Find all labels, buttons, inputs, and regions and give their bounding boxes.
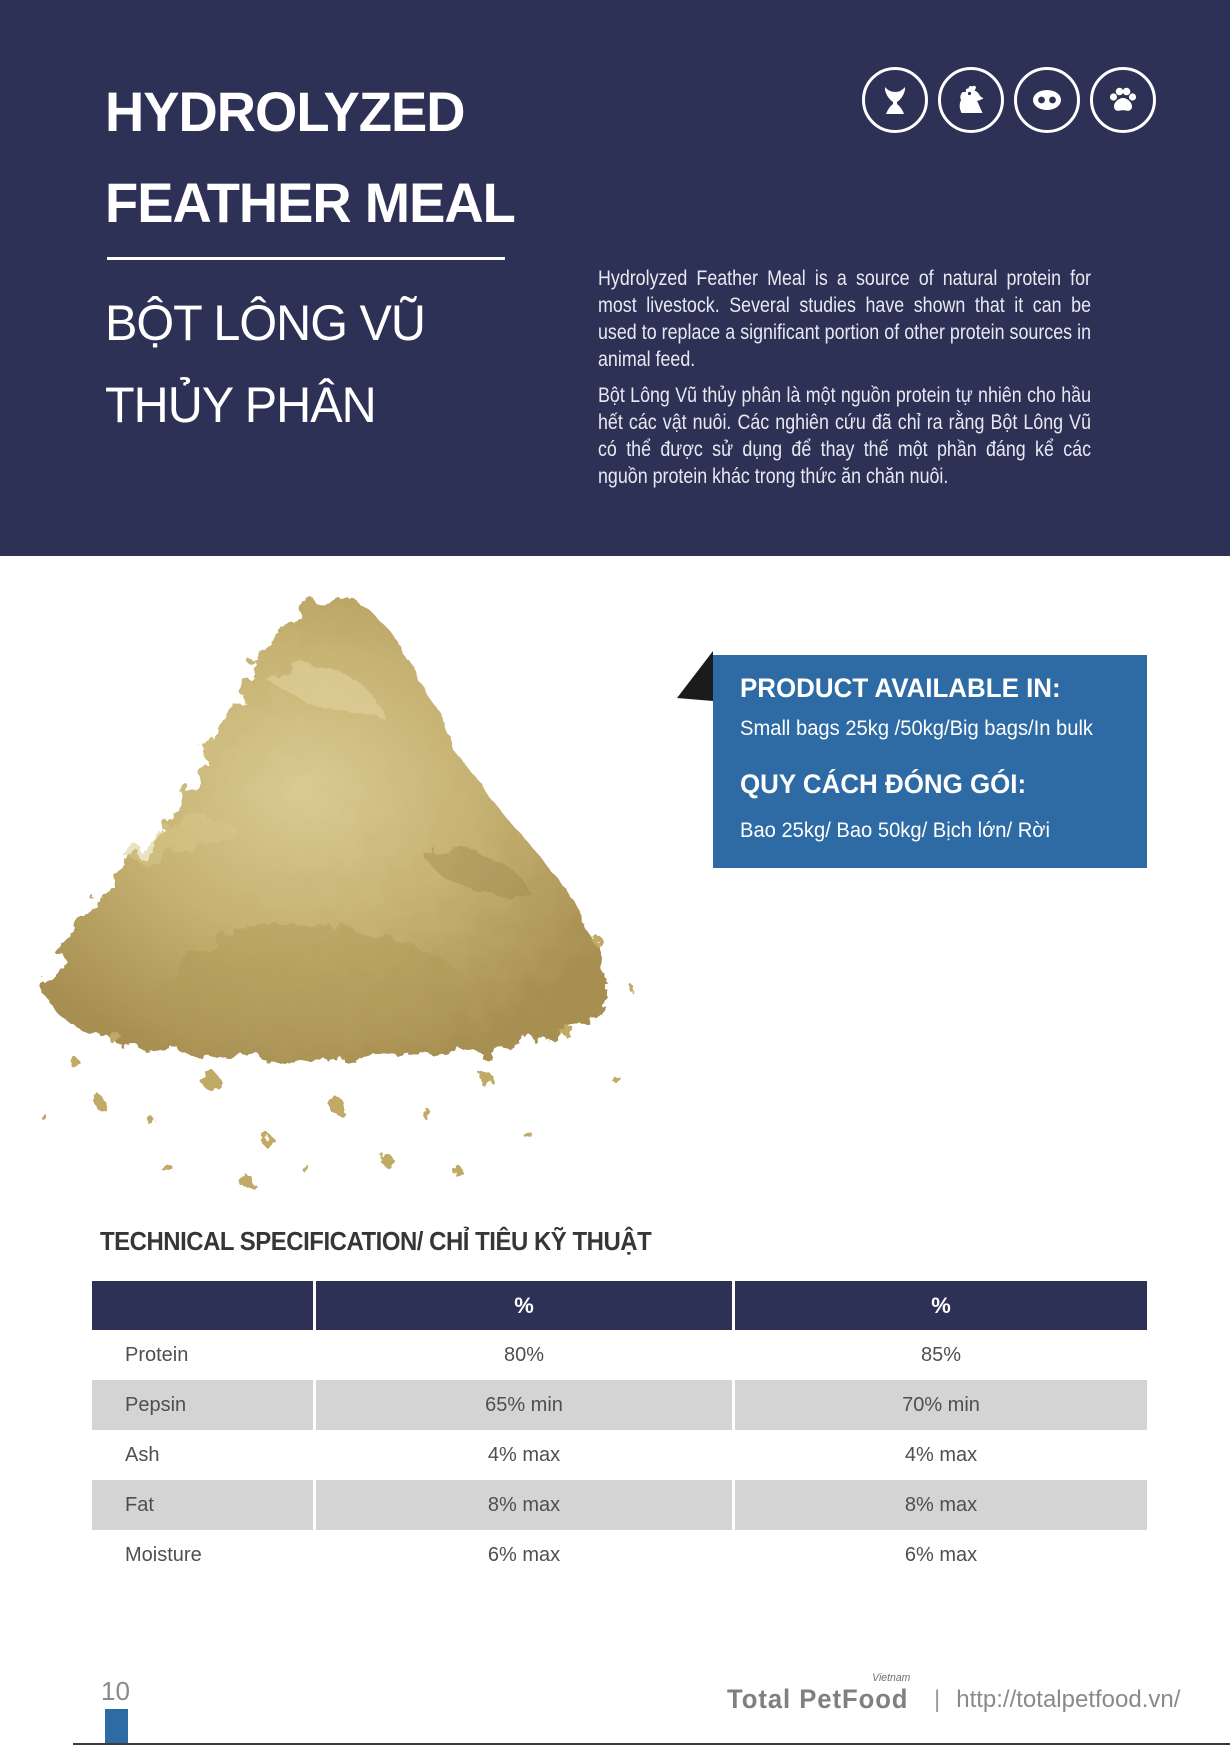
title-divider bbox=[107, 257, 505, 260]
rooster-icon bbox=[938, 67, 1004, 133]
row-value-1: 8% max bbox=[316, 1480, 732, 1530]
row-label: Pepsin bbox=[92, 1380, 313, 1430]
footer-brand-row bbox=[727, 1672, 1181, 1715]
footer-url-link[interactable]: http://totalpetfood.vn/ bbox=[956, 1685, 1181, 1713]
row-label: Ash bbox=[125, 1443, 160, 1466]
row-label: Fat bbox=[92, 1480, 313, 1530]
page-number: 10 bbox=[101, 1676, 130, 1706]
panel-fold-accent bbox=[677, 651, 713, 701]
brand-name: Total PetFood bbox=[727, 1684, 909, 1714]
footer-separator: | bbox=[933, 1685, 941, 1713]
product-title-vi-line2: THỦY PHÂN bbox=[105, 377, 376, 433]
spec-col-header-1: % bbox=[316, 1281, 732, 1330]
row-value-2: 70% min bbox=[735, 1380, 1147, 1430]
spec-col-header-blank bbox=[92, 1281, 313, 1330]
packaging-text-vi: Bao 25kg/ Bao 50kg/ Bịch lớn/ Rời bbox=[740, 819, 1050, 842]
brand-country-label: Vietnam bbox=[872, 1672, 911, 1684]
packaging-heading-en: PRODUCT AVAILABLE IN: bbox=[740, 673, 1061, 703]
row-value-2: 6% max bbox=[904, 1543, 978, 1566]
row-value-2: 4% max bbox=[904, 1443, 978, 1466]
product-title-en bbox=[105, 66, 515, 248]
spec-section-title: TECHNICAL SPECIFICATION/ CHỈ TIÊU KỸ THUẬT bbox=[100, 1226, 652, 1256]
packaging-text-en: Small bags 25kg /50kg/Big bags/In bulk bbox=[740, 717, 1094, 740]
brand-logo bbox=[727, 1672, 911, 1715]
spec-table bbox=[92, 1281, 1147, 1580]
product-title-vi bbox=[105, 282, 425, 446]
product-title-en-line2: FEATHER MEAL bbox=[105, 171, 515, 234]
row-value-1: 65% min bbox=[316, 1380, 732, 1430]
footer-rule bbox=[73, 1743, 1230, 1745]
row-value-1: 4% max bbox=[487, 1443, 561, 1466]
packaging-panel bbox=[713, 655, 1147, 868]
row-value-1: 6% max bbox=[487, 1543, 561, 1566]
product-description-vi: Bột Lông Vũ thủy phân là một nguồn protein tự nhiên cho hầu hết các vật nuôi. Các nghiên cứu đã chỉ ra rằng Bột Lông Vũ có thể được sử dụng để thay thế một phần đáng kể các nguồn protein khác trong thức ăn chăn nuôi. bbox=[598, 384, 1091, 488]
paw-icon bbox=[1090, 67, 1156, 133]
row-value-1: 80% bbox=[503, 1343, 545, 1366]
fish-icon bbox=[862, 67, 928, 133]
product-title-vi-line1: BỘT LÔNG VŨ bbox=[105, 295, 425, 351]
packaging-heading-vi: QUY CÁCH ĐÓNG GÓI: bbox=[740, 769, 1027, 799]
product-title-en-line1: HYDROLYZED bbox=[105, 80, 465, 143]
species-icon-row bbox=[862, 67, 1156, 133]
row-value-2: 85% bbox=[920, 1343, 962, 1366]
product-photo-feather-meal bbox=[5, 558, 655, 1198]
pig-snout-icon bbox=[1014, 67, 1080, 133]
product-description-en: Hydrolyzed Feather Meal is a source of natural protein for most livestock. Several studies have shown that it can be used to replace a significant portion of other protein sources in animal feed. bbox=[598, 267, 1091, 371]
footer-accent-square bbox=[105, 1709, 128, 1743]
row-label: Moisture bbox=[125, 1543, 202, 1566]
row-value-2: 8% max bbox=[735, 1480, 1147, 1530]
row-label: Protein bbox=[125, 1343, 189, 1366]
spec-col-header-2: % bbox=[735, 1281, 1147, 1330]
